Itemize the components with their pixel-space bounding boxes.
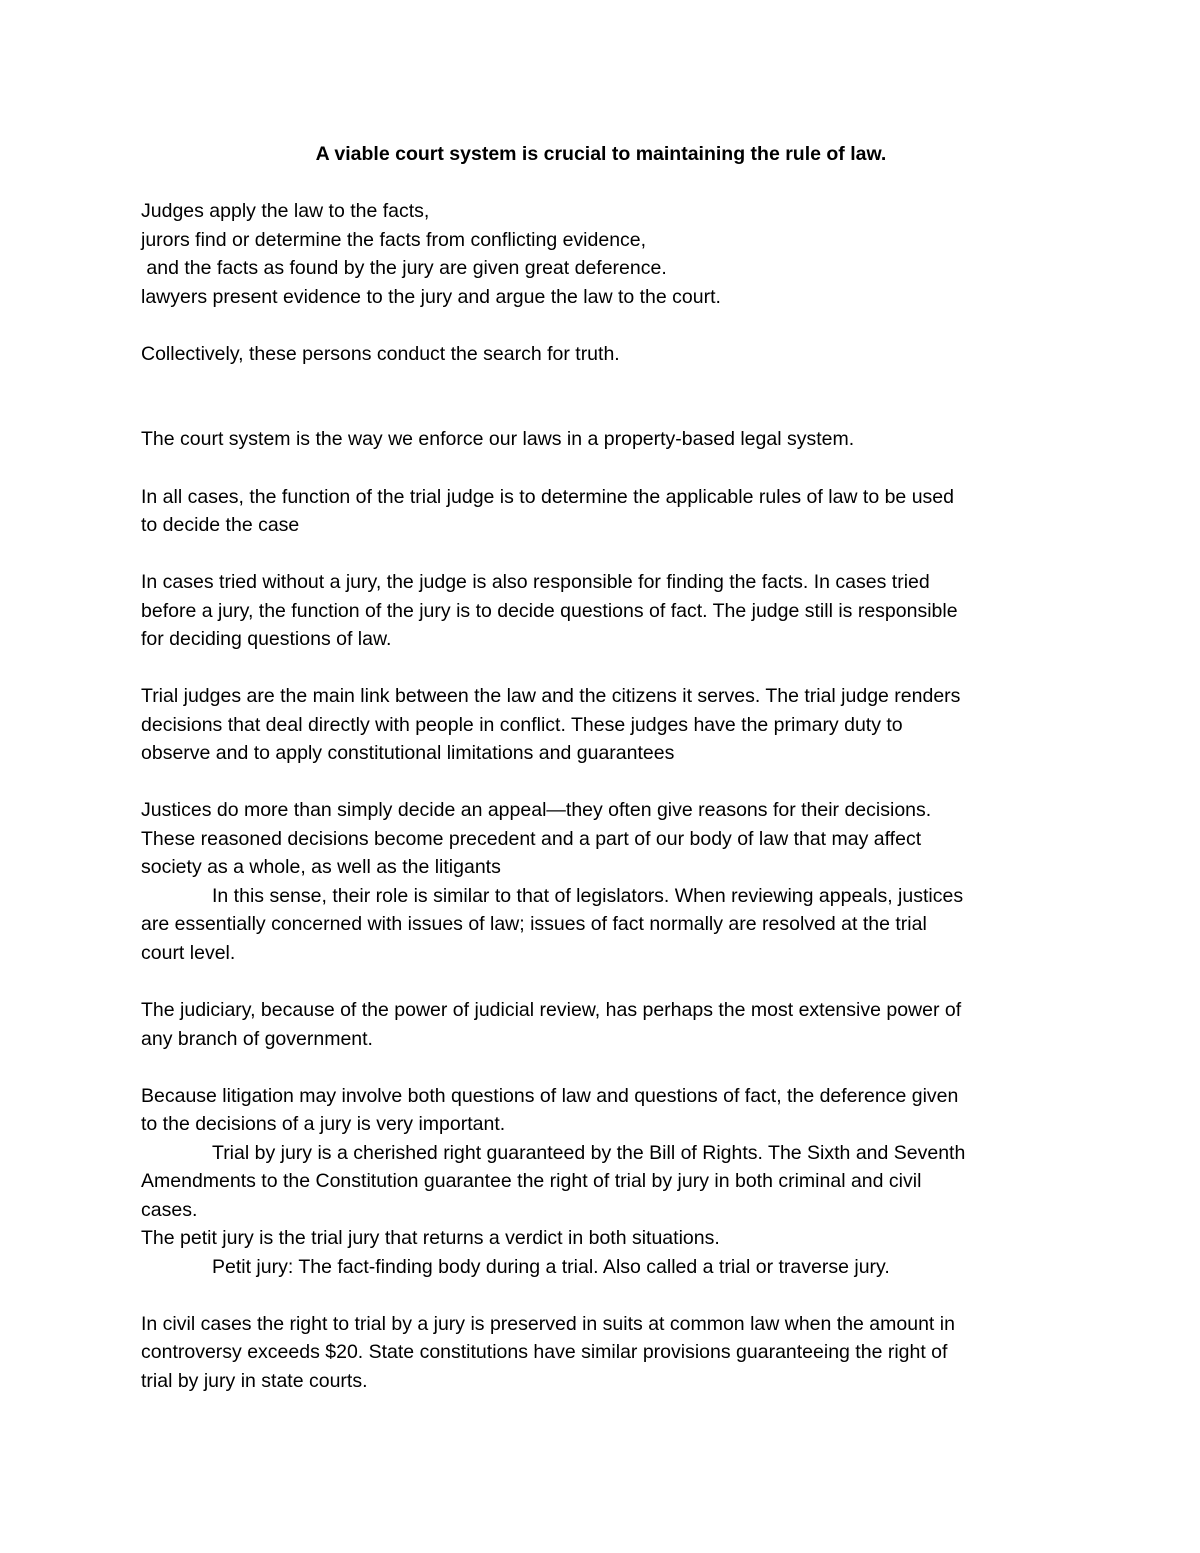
text-line: In all cases, the function of the trial judge is to determine the applicable rules of law to be used <box>141 486 954 508</box>
text-line: controversy exceeds $20. State constitutions have similar provisions guaranteeing the right of <box>141 1341 948 1363</box>
text-line: court level. <box>141 942 236 964</box>
text-line: Justices do more than simply decide an appeal—they often give reasons for their decisions. <box>141 799 932 821</box>
text-line: The judiciary, because of the power of judicial review, has perhaps the most extensive power of <box>141 999 962 1021</box>
text-line: trial by jury in state courts. <box>141 1370 368 1392</box>
text-line: The petit jury is the trial jury that returns a verdict in both situations. <box>141 1227 720 1249</box>
text-line: before a jury, the function of the jury is to decide questions of fact. The judge still is responsible <box>141 600 958 622</box>
text-line: and the facts as found by the jury are given great deference. <box>141 257 667 279</box>
text-line: The court system is the way we enforce our laws in a property-based legal system. <box>141 428 855 450</box>
text-line: Because litigation may involve both questions of law and questions of fact, the deference given <box>141 1085 959 1107</box>
text-line: These reasoned decisions become precedent and a part of our body of law that may affect <box>141 828 922 850</box>
text-line: any branch of government. <box>141 1028 373 1050</box>
text-line: Petit jury: The fact-finding body during a trial. Also called a trial or traverse jury. <box>212 1256 890 1278</box>
text-line: Amendments to the Constitution guarantee the right of trial by jury in both criminal and civil <box>141 1170 922 1192</box>
text-line: observe and to apply constitutional limitations and guarantees <box>141 742 675 764</box>
text-line: to the decisions of a jury is very important. <box>141 1113 506 1135</box>
text-line: to decide the case <box>141 514 300 536</box>
text-line: decisions that deal directly with people in conflict. These judges have the primary duty to <box>141 714 903 736</box>
document-title: A viable court system is crucial to maintaining the rule of law. <box>315 143 887 165</box>
text-line: In cases tried without a jury, the judge is also responsible for finding the facts. In cases tried <box>141 571 930 593</box>
text-line: society as a whole, as well as the litigants <box>141 856 501 878</box>
text-line: Trial judges are the main link between the law and the citizens it serves. The trial judge renders <box>141 685 961 707</box>
text-line: are essentially concerned with issues of law; issues of fact normally are resolved at the trial <box>141 913 927 935</box>
text-line: In civil cases the right to trial by a jury is preserved in suits at common law when the amount in <box>141 1313 955 1335</box>
text-line: lawyers present evidence to the jury and argue the law to the court. <box>141 286 721 308</box>
text-line: cases. <box>141 1199 198 1221</box>
text-line: jurors find or determine the facts from conflicting evidence, <box>141 229 647 251</box>
text-line: In this sense, their role is similar to that of legislators. When reviewing appeals, justices <box>212 885 964 907</box>
text-line: Trial by jury is a cherished right guaranteed by the Bill of Rights. The Sixth and Seventh <box>212 1142 966 1164</box>
text-line: for deciding questions of law. <box>141 628 392 650</box>
text-line: Collectively, these persons conduct the search for truth. <box>141 343 620 365</box>
text-line: Judges apply the law to the facts, <box>141 200 430 222</box>
